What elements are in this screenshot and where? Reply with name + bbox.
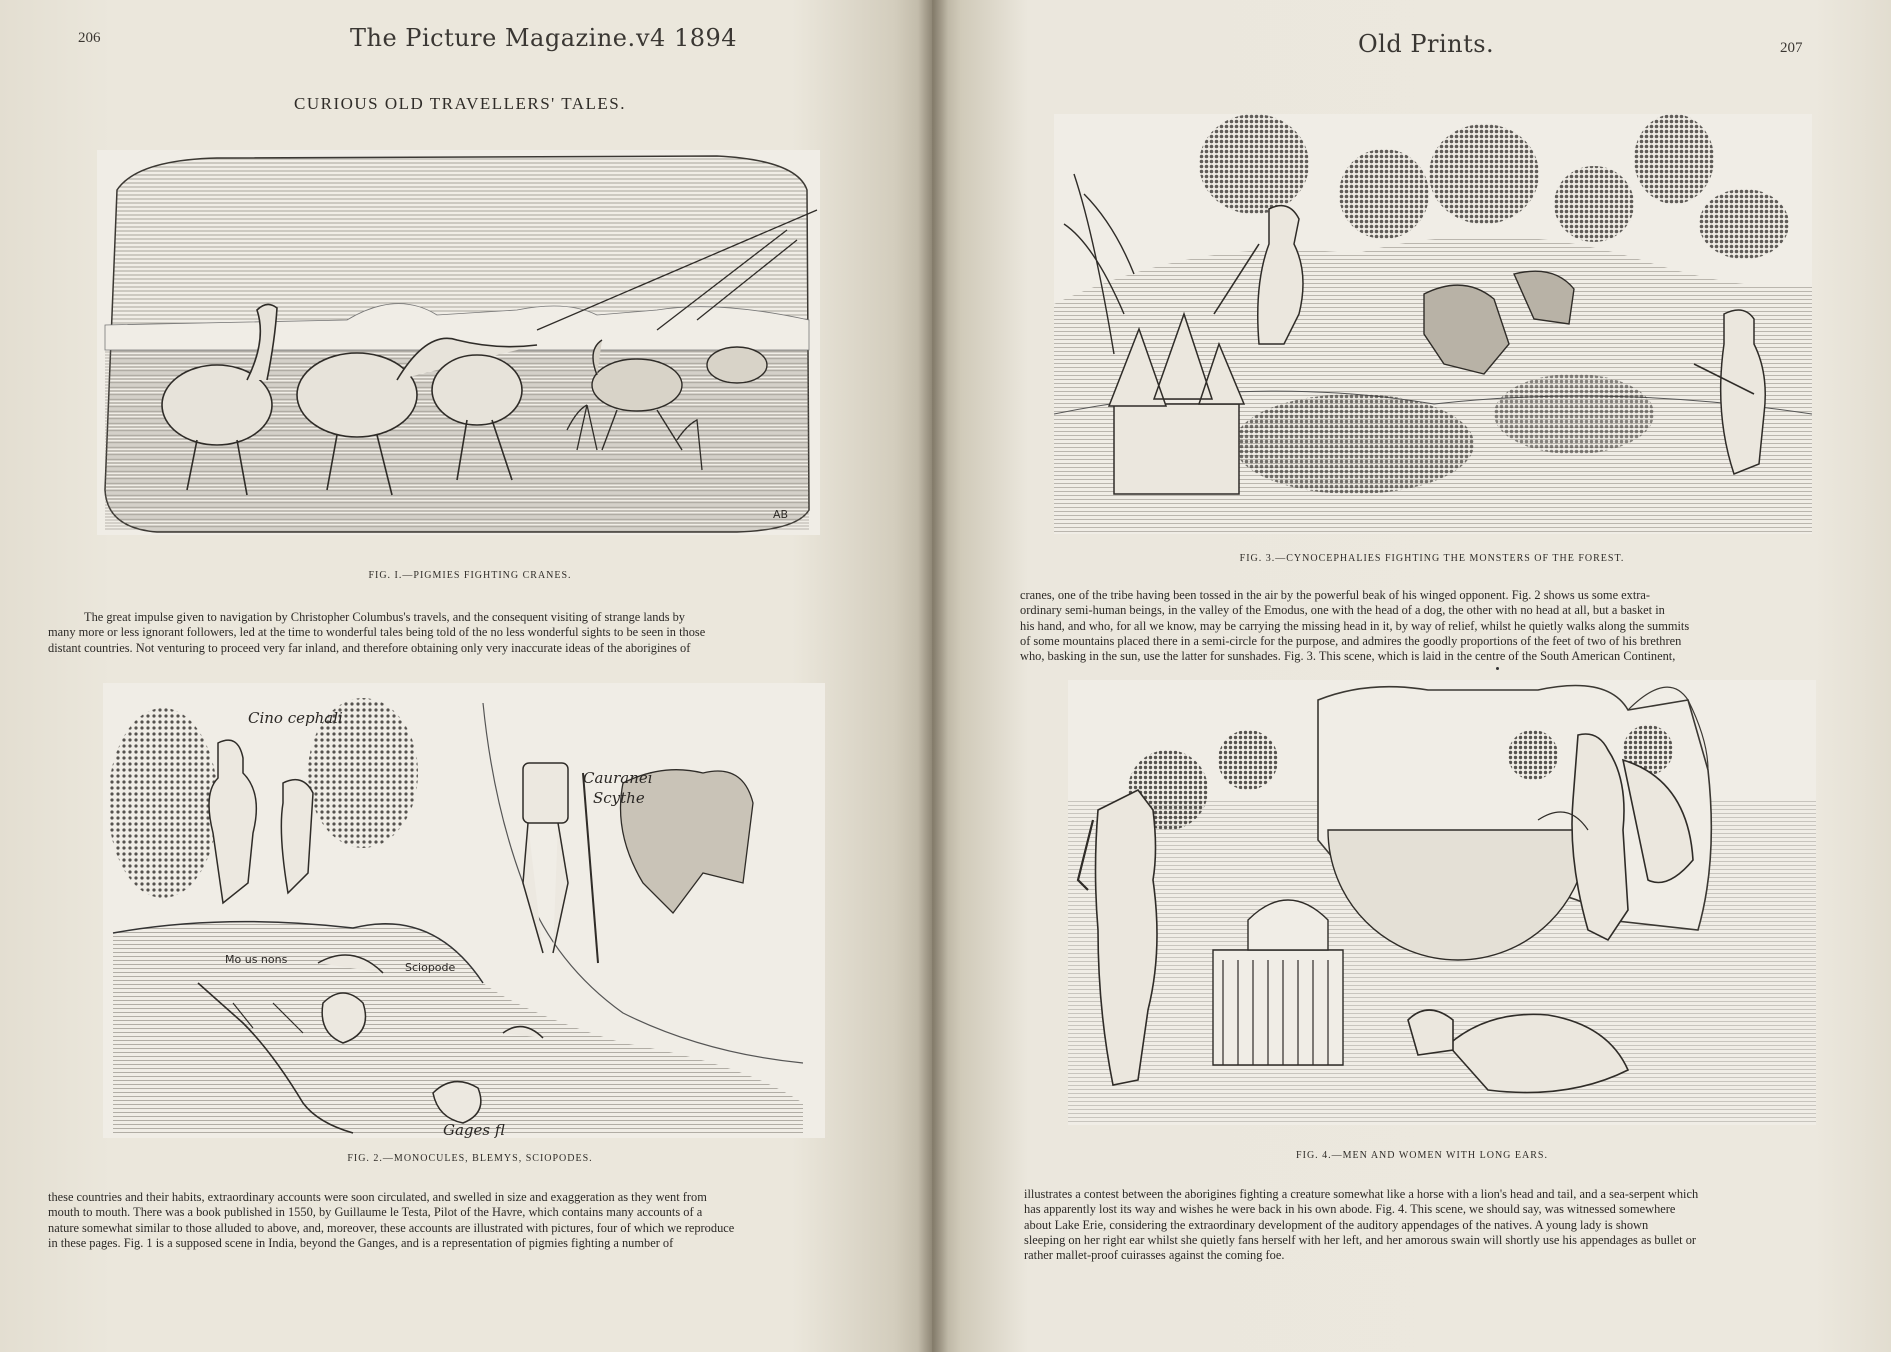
figure-4-long-ears xyxy=(1068,680,1816,1125)
text-line: nature somewhat similar to those alluded to above, and, moreover, these accounts are illustrated with pictures, four of which we reproduce xyxy=(48,1220,735,1235)
left-paragraph-2 xyxy=(48,1190,848,1251)
text-line: sleeping on her right ear whilst she quietly fans herself with her left, and her amorous swain will shortly use his appendages as bullet or xyxy=(1024,1232,1697,1247)
left-page xyxy=(0,0,932,1352)
figure-1-engraving xyxy=(97,150,820,535)
text-line: has apparently lost its way and wishes he were back in his own abode. Fig. 4. This scene, we should say, was witnessed somewhere xyxy=(1024,1202,1676,1217)
text-line: rather mallet-proof cuirasses against the coming foe. xyxy=(1024,1248,1285,1263)
left-running-head: The Picture Magazine. xyxy=(350,24,636,52)
figure-2-caption: FIG. 2.—MONOCULES, BLEMYS, SCIOPODES. xyxy=(347,1153,593,1164)
text-line: of some mountains placed there in a semi-circle for the purpose, and admires the goodly proportions of the feet of two of his brethren xyxy=(1020,633,1682,648)
figure-3-engraving xyxy=(1054,114,1812,534)
right-paragraph-2 xyxy=(1024,1187,1794,1263)
text-line: many more or less ignorant followers, led at the time to wonderful tales being told of the no less wonderful sights to be seen in those xyxy=(48,625,706,640)
figure-1-pigmies-cranes xyxy=(97,150,820,535)
book-gutter xyxy=(918,0,948,1352)
right-running-head: Old Prints. xyxy=(1358,30,1495,58)
text-line: these countries and their habits, extraordinary accounts were soon circulated, and swelled in size and exaggeration as they went from xyxy=(48,1190,707,1204)
left-paragraph-1 xyxy=(48,610,858,656)
figure-3-caption: FIG. 3.—CYNOCEPHALIES FIGHTING THE MONSTERS OF THE FOREST. xyxy=(1239,553,1625,564)
label-scythe: Scythe xyxy=(593,789,645,807)
text-line: illustrates a contest between the aborigines fighting a creature somewhat like a horse with a lion's head and tail, and a sea-serpent which xyxy=(1024,1187,1699,1201)
label-sciopode: Sciopode xyxy=(405,961,456,974)
right-page xyxy=(932,0,1891,1352)
label-ganges: Gages fl xyxy=(443,1121,505,1138)
text-line: in these pages. Fig. 1 is a supposed scene in India, beyond the Ganges, and is a representation of pigmies fighting a number of xyxy=(48,1235,674,1250)
figure-4-caption: FIG. 4.—MEN AND WOMEN WITH LONG EARS. xyxy=(1296,1150,1548,1161)
figure-2-monocules xyxy=(103,683,825,1138)
figure-1-caption: FIG. I.—PIGMIES FIGHTING CRANES. xyxy=(368,570,572,581)
figure-2-engraving xyxy=(103,683,825,1138)
text-line: cranes, one of the tribe having been tossed in the air by the powerful beak of his winged opponent. Fig. 2 shows us some extra- xyxy=(1020,588,1651,602)
figure-4-engraving xyxy=(1068,680,1816,1125)
right-page-number: 207 xyxy=(1780,40,1803,56)
text-line: who, basking in the sun, use the latter for sunshades. Fig. 3. This scene, which is laid in the centre of the South American Continent, xyxy=(1020,649,1676,664)
text-line: about Lake Erie, considering the extraordinary development of the auditory appendages of the natives. A young lady is shown xyxy=(1024,1217,1649,1232)
text-line: The great impulse given to navigation by Christopher Columbus's travels, and the consequent visiting of strange lands by xyxy=(84,610,686,624)
figure-1-monogram: AB xyxy=(773,508,789,521)
text-line: his hand, and who, for all we know, may be carrying the missing head in it, by way of relief, whilst he quietly walks along the summits xyxy=(1020,618,1690,633)
label-monocul: Mo us nons xyxy=(225,953,288,966)
label-cauranei: Cauranei xyxy=(583,769,653,787)
label-cinocephali: Cino cephali xyxy=(248,709,343,727)
right-paragraph-1 xyxy=(1020,588,1788,664)
text-line: ordinary semi-human beings, in the valley of the Emodus, one with the head of a dog, the other with no head at all, but a basket in xyxy=(1020,603,1665,618)
figure-3-cynocephalies xyxy=(1054,114,1812,534)
text-line: distant countries. Not venturing to proceed very far inland, and therefore obtaining only very inaccurate ideas of the aborigines of xyxy=(48,640,691,655)
ink-dot xyxy=(1496,667,1499,670)
volume-note: v4 1894 xyxy=(636,24,738,52)
left-page-number: 206 xyxy=(78,30,101,46)
text-line: mouth to mouth. There was a book published in 1550, by Guillaume le Testa, Pilot of the Havre, which contains many accounts of a xyxy=(48,1205,703,1220)
article-title: CURIOUS OLD TRAVELLERS' TALES. xyxy=(294,94,626,113)
